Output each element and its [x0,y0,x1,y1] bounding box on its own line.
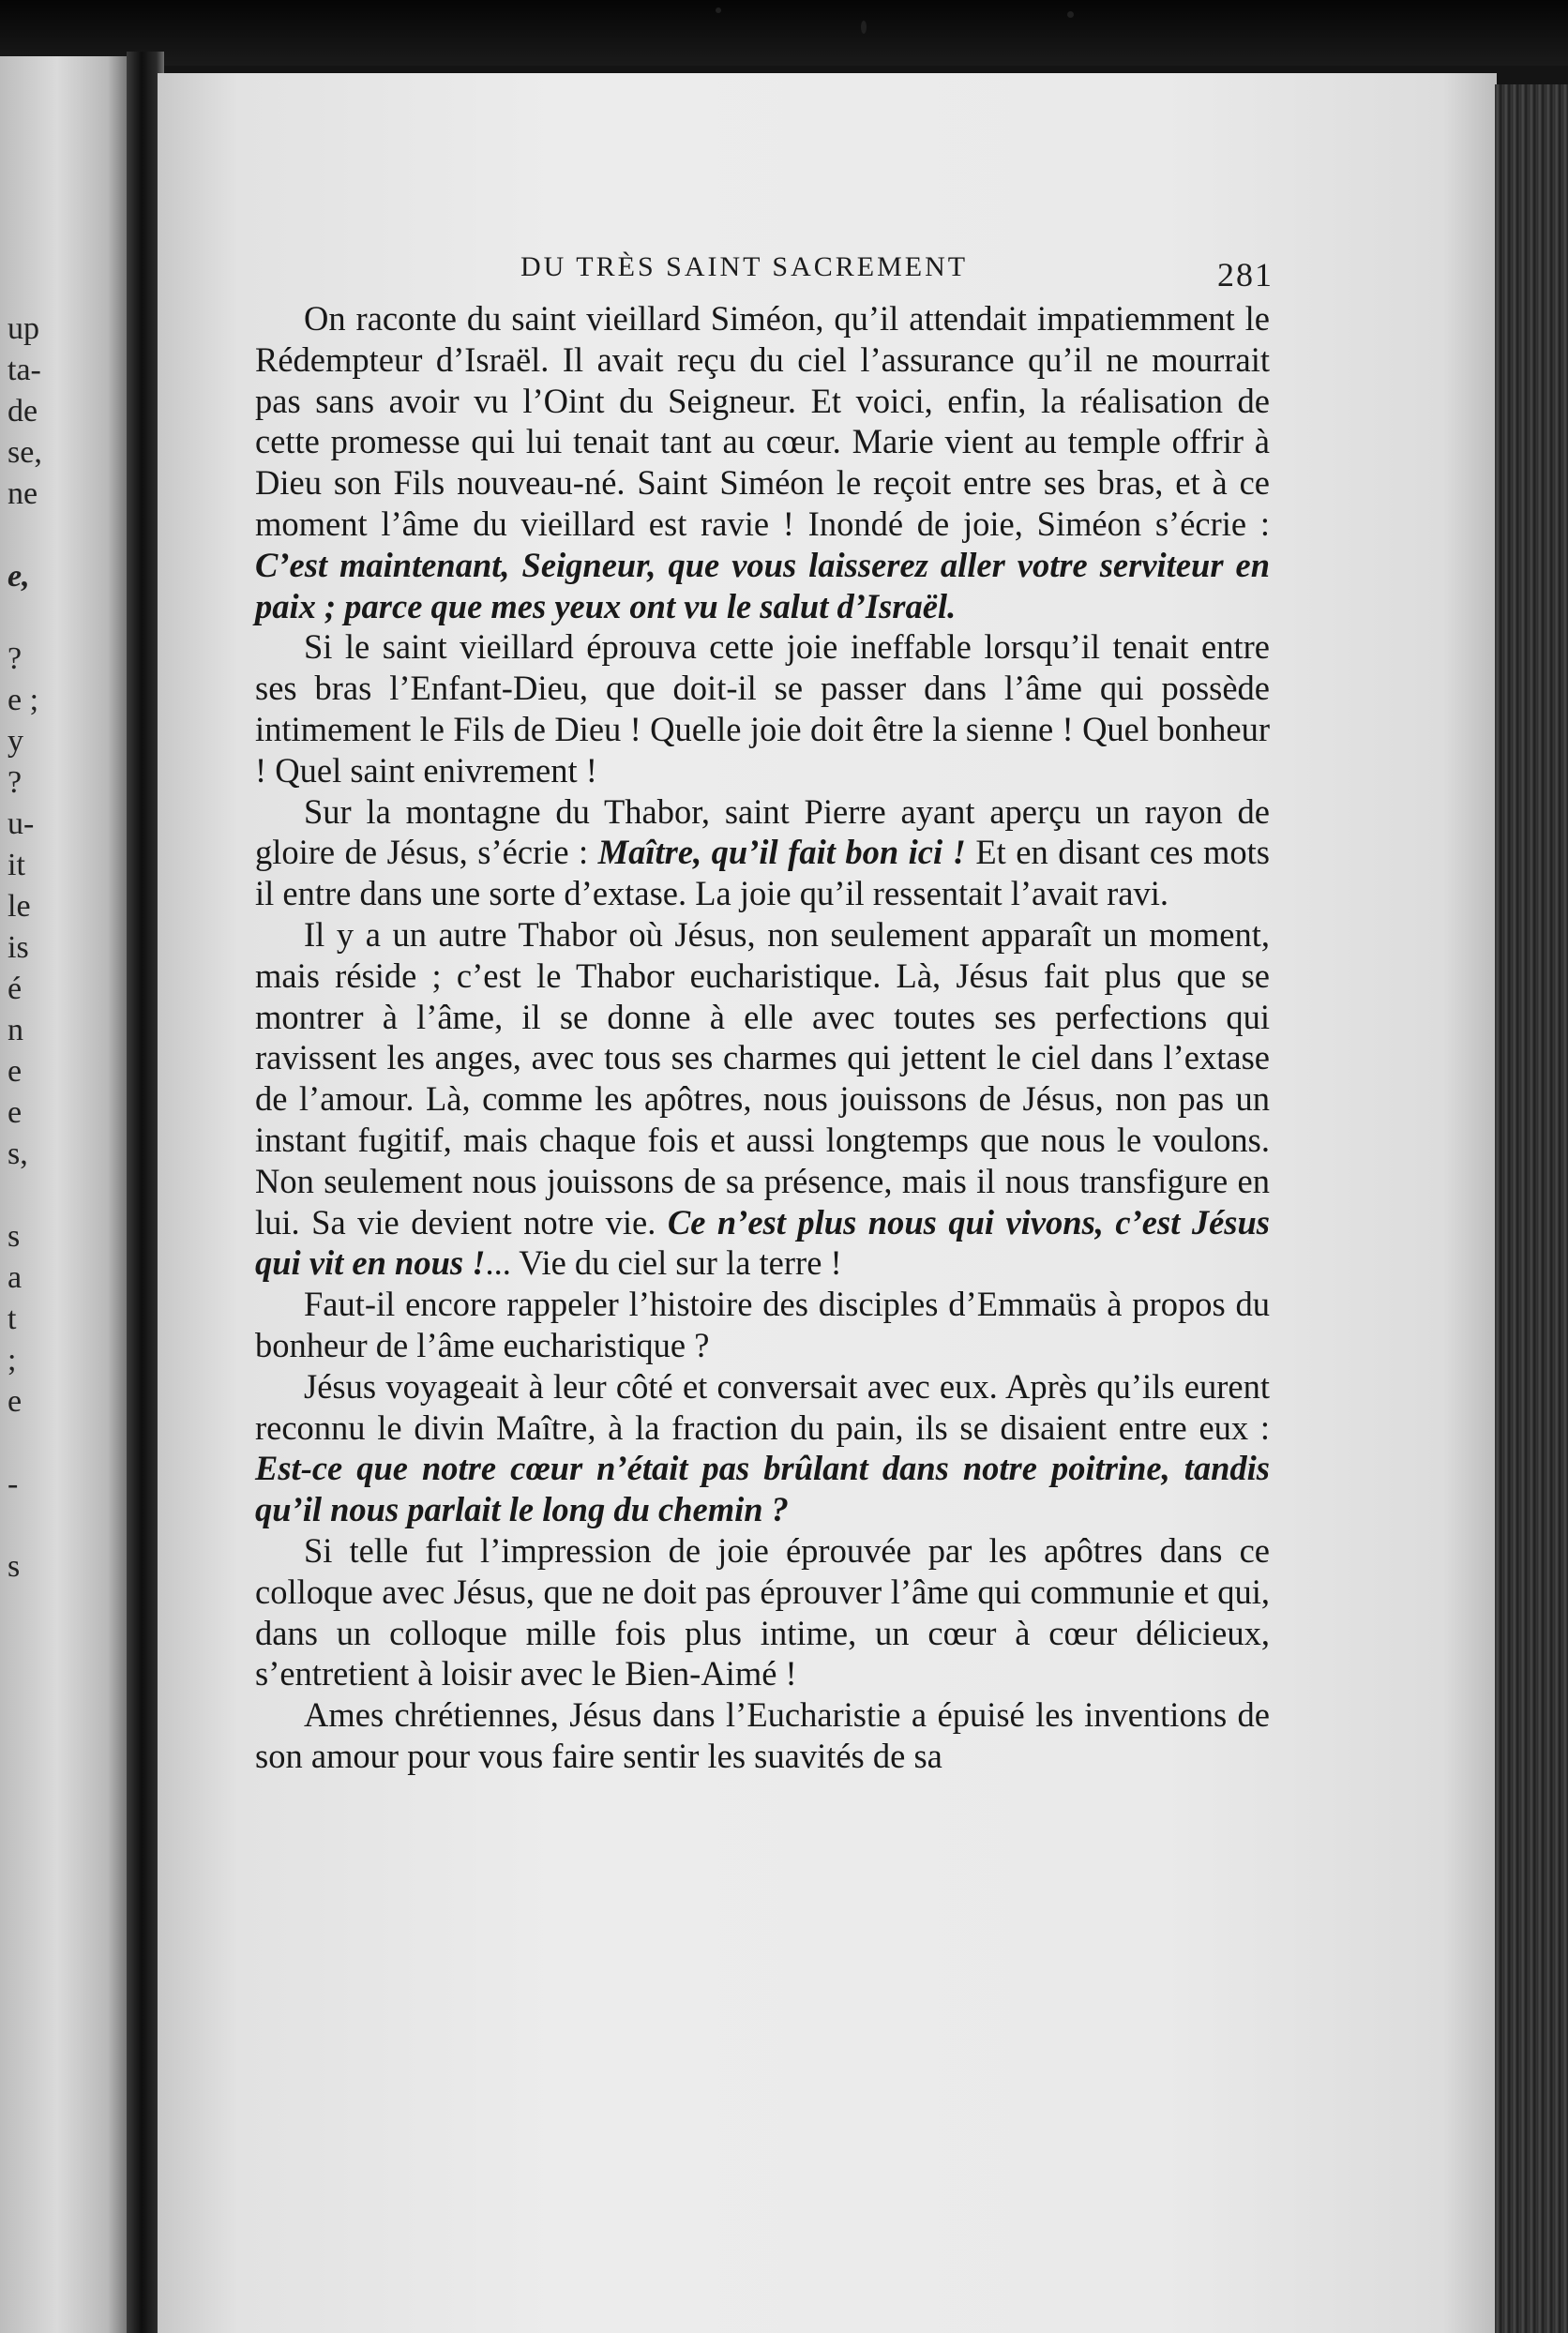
facing-page-fragment: le [8,889,31,924]
scan-speck [861,21,867,34]
paragraph [255,298,1270,626]
facing-page-fragment: se, [8,435,42,470]
facing-page-fragment: ? [8,765,23,800]
facing-page-edge [0,56,127,2333]
facing-page-fragment: e [8,1054,23,1089]
facing-page-fragment: ne [8,476,38,511]
paragraph-text: Jésus voyageait à leur côté et conversait avec eux. Après qu’ils eurent reconnu le divin Maître, à la fraction du pain, ils se disaient entre eux : [255,1366,1270,1447]
scan-top-border [0,0,1568,66]
facing-page-fragment: up [8,311,39,346]
paragraph: Faut-il encore rappeler l’histoire des disciples d’Emmaüs à propos du bonheur de l’âme eucharistique ? [255,1285,1270,1364]
quotation: Maître, qu’il fait bon ici ! [597,833,966,872]
scan-speck [716,8,721,13]
facing-page-fragment: is [8,930,29,965]
paragraph-text: Sur la montagne du Thabor, saint Pierre ayant aperçu un rayon de gloire de Jésus, s’écrie : [255,791,1270,872]
paragraph-text: Il y a un autre Thabor où Jésus, non seulement apparaît un moment, mais réside ; c’est le Thabor eucharistique. Là, Jésus fait plus que se montrer à l’âme, il se donne à elle avec toutes ses perfections qui ravissent les anges, avec tous ses charmes qui jettent le ciel dans l’extase de l’amour. Là, comme les apôtres, nous jouissons de Jésus, non pas un instant fugitif, mais chaque fois et aussi longtemps que nous le voulons. Non seulement nous jouissons de sa présence, mais il nous transfigure en lui. Sa vie devient notre vie. [255,914,1270,1242]
quotation: Est-ce que notre cœur n’était pas brûlant dans notre poitrine, tandis qu’il nous parlait le long du chemin ? [255,1449,1270,1529]
facing-page-fragment: s [8,1549,21,1584]
facing-page-fragment: e, [8,559,30,594]
body-text [255,298,1270,1777]
facing-page-fragment: - [8,1467,19,1501]
paragraph: Ames chrétiennes, Jésus dans l’Eucharistie a épuisé les inventions de son amour pour vous faire sentir les suavités de sa [255,1695,1270,1775]
facing-page-fragment: it [8,848,25,882]
page-number: 281 [1217,256,1274,294]
paragraph-text: On raconte du saint vieillard Siméon, qu’il attendait impatiemment le Rédempteur d’Israël. Il avait reçu du ciel l’assurance qu’il ne mourrait pas sans avoir vu l’Oint du Seigneur. Et voici, enfin, la réalisation de cette promesse qui lui tenait tant au cœur. Marie vient au temple offrir à Dieu son Fils nouveau-né. Saint Siméon le reçoit entre ses bras, et à ce moment l’âme du vieillard est ravie ! Inondé de joie, Siméon s’écrie : [255,299,1270,543]
facing-page-fragment: ? [8,641,23,676]
facing-page-fragment: y [8,724,23,759]
quotation: C’est maintenant, Seigneur, que vous laisserez aller votre serviteur en paix ; parce que mes yeux ont vu le salut d’Israël. [255,545,1270,625]
paragraph-text: Et en disant ces mots il entre dans une sorte d’extase. La joie qu’il ressentait l’avait ravi. [255,833,1270,913]
facing-page-fragment: de [8,394,38,429]
facing-page-fragment: ; [8,1343,17,1377]
book-fore-edge [1495,84,1568,2333]
paragraph: Si le saint vieillard éprouva cette joie ineffable lorsqu’il tenait entre ses bras l’Enfant-Dieu, que doit-il se passer dans l’âme qui possède intimement le Fils de Dieu ! Quelle joie doit être la sienne ! Quel bonheur ! Quel saint enivrement ! [255,627,1270,790]
facing-page-fragment: s, [8,1136,28,1171]
facing-page-fragment: u- [8,806,35,841]
paragraph-text: ... Vie du ciel sur la terre ! [485,1243,842,1283]
paragraph [255,791,1270,914]
facing-page-fragment: é [8,971,23,1006]
facing-page-fragment: s [8,1219,21,1254]
facing-page-fragment: n [8,1013,23,1047]
paragraph [255,914,1270,1284]
quotation: Ce n’est plus nous qui vivons, c’est Jésus qui vit en nous ! [255,1202,1270,1283]
facing-page-fragment: ta- [8,353,41,387]
facing-page-fragment: e [8,1384,23,1419]
scan-speck [1067,11,1074,18]
paragraph [255,1366,1270,1530]
facing-page-fragment: t [8,1302,17,1336]
running-head: DU TRÈS SAINT SACREMENT [520,251,969,282]
paragraph: Si telle fut l’impression de joie éprouvée par les apôtres dans ce colloque avec Jésus, que ne doit pas éprouver l’âme qui communie et qui, dans un colloque mille fois plus intime, un cœur à cœur délicieux, s’entretient à loisir avec le Bien-Aimé ! [255,1530,1270,1693]
facing-page-fragment: e [8,1095,23,1130]
facing-page-fragment: e ; [8,683,39,717]
facing-page-fragment: a [8,1260,23,1295]
